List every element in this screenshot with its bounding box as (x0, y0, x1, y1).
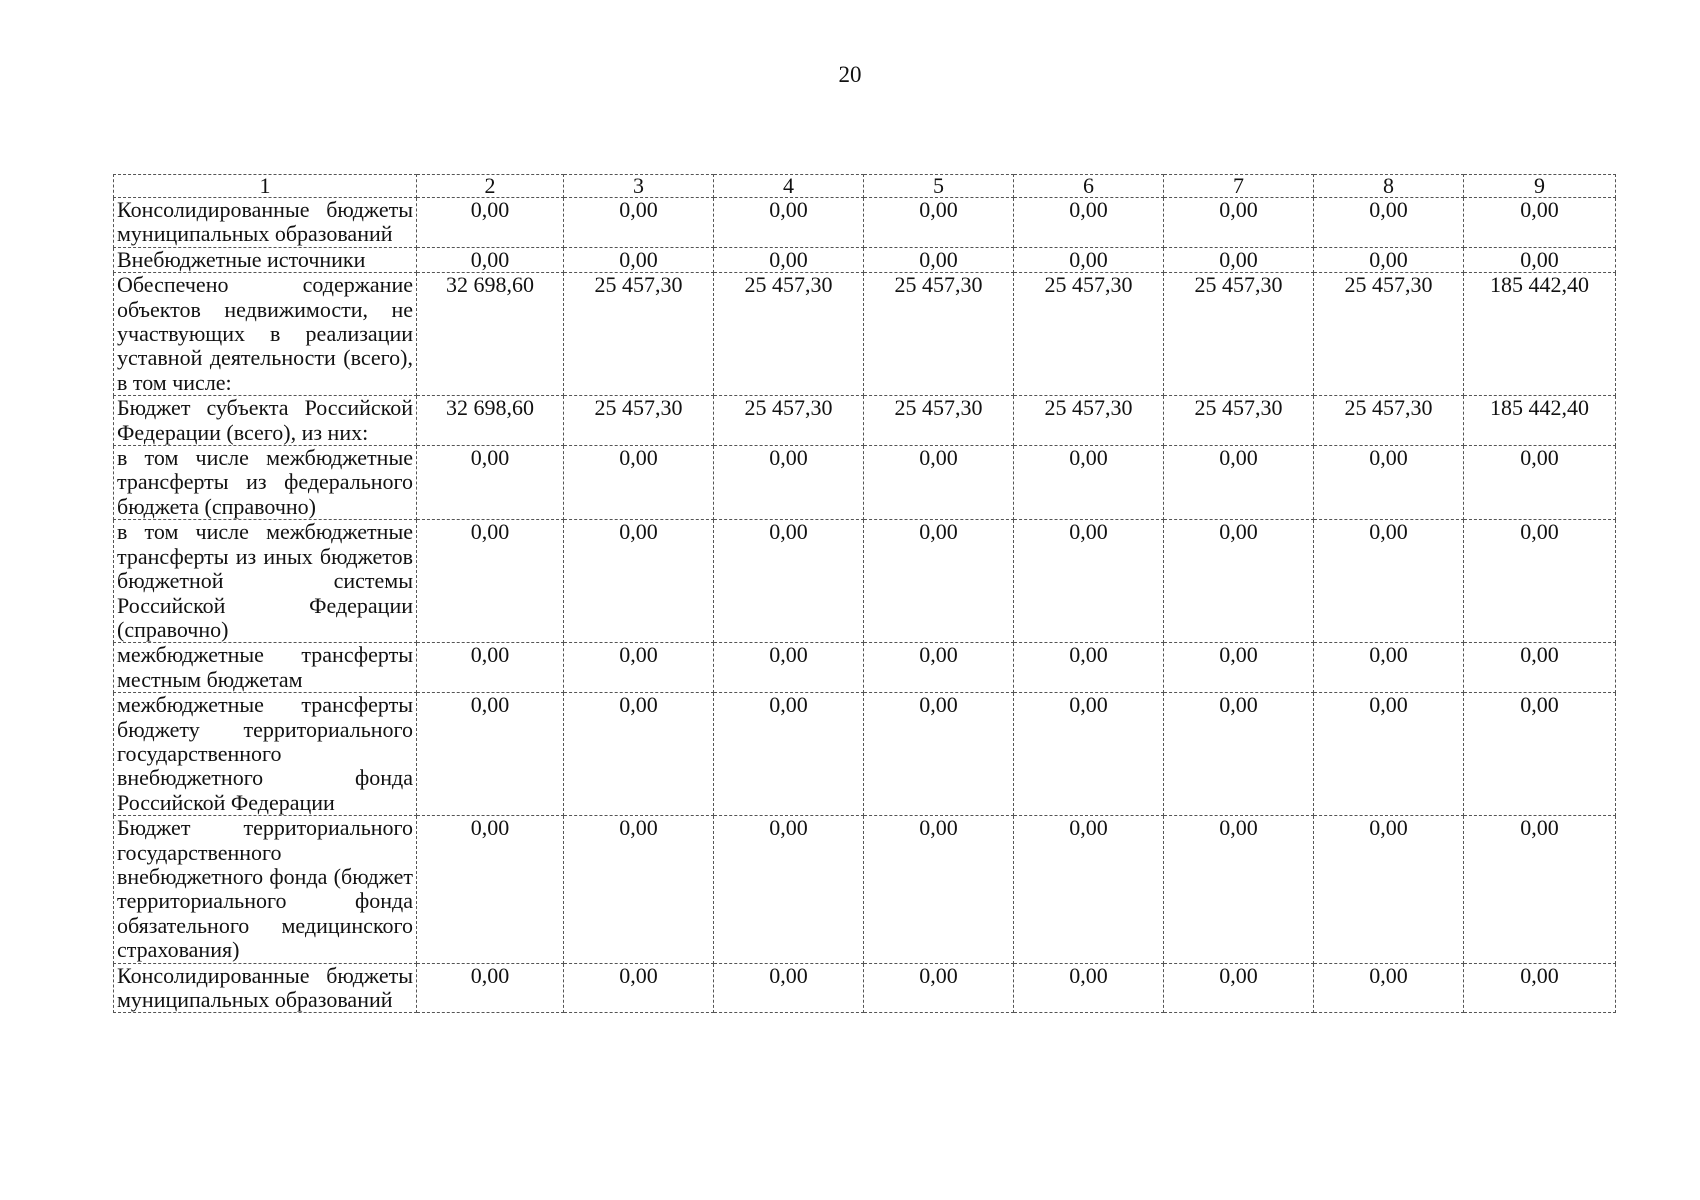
value-cell: 0,00 (564, 520, 714, 643)
value-cell: 0,00 (417, 247, 564, 272)
value-cell: 32 698,60 (417, 273, 564, 396)
value-cell: 25 457,30 (1164, 396, 1314, 446)
value-cell: 0,00 (1464, 198, 1616, 248)
budget-table (113, 174, 1616, 1013)
value-cell: 0,00 (864, 816, 1014, 963)
value-cell: 25 457,30 (1014, 273, 1164, 396)
value-cell: 0,00 (564, 816, 714, 963)
value-cell: 0,00 (1164, 963, 1314, 1013)
column-header: 1 (114, 175, 417, 198)
value-cell: 0,00 (1314, 816, 1464, 963)
value-cell: 0,00 (1164, 643, 1314, 693)
value-cell: 0,00 (1014, 963, 1164, 1013)
value-cell: 0,00 (1314, 198, 1464, 248)
value-cell: 0,00 (1464, 446, 1616, 520)
value-cell: 0,00 (1464, 693, 1616, 816)
value-cell: 0,00 (864, 693, 1014, 816)
value-cell: 0,00 (714, 446, 864, 520)
column-header: 9 (1464, 175, 1616, 198)
value-cell: 0,00 (714, 693, 864, 816)
value-cell: 185 442,40 (1464, 273, 1616, 396)
row-label: Внебюджетные источники (114, 247, 417, 272)
value-cell: 0,00 (417, 446, 564, 520)
value-cell: 0,00 (714, 816, 864, 963)
value-cell: 0,00 (417, 963, 564, 1013)
value-cell: 185 442,40 (1464, 396, 1616, 446)
column-header: 7 (1164, 175, 1314, 198)
value-cell: 0,00 (1014, 693, 1164, 816)
table-row (114, 693, 1616, 816)
value-cell: 0,00 (1014, 247, 1164, 272)
value-cell: 0,00 (714, 520, 864, 643)
value-cell: 0,00 (1164, 247, 1314, 272)
row-label: Бюджет территориального государственного внебюджетного фонда (бюджет территориального фонда обязательного медицинского страхования) (114, 816, 417, 963)
value-cell: 0,00 (1314, 446, 1464, 520)
value-cell: 25 457,30 (864, 273, 1014, 396)
value-cell: 25 457,30 (1314, 273, 1464, 396)
value-cell: 0,00 (1164, 198, 1314, 248)
value-cell: 0,00 (864, 247, 1014, 272)
value-cell: 0,00 (1014, 198, 1164, 248)
value-cell: 32 698,60 (417, 396, 564, 446)
value-cell: 25 457,30 (864, 396, 1014, 446)
table-row (114, 816, 1616, 963)
value-cell: 0,00 (714, 963, 864, 1013)
value-cell: 0,00 (1464, 963, 1616, 1013)
value-cell: 0,00 (1014, 446, 1164, 520)
value-cell: 0,00 (1164, 693, 1314, 816)
value-cell: 0,00 (864, 198, 1014, 248)
value-cell: 0,00 (1464, 520, 1616, 643)
value-cell: 0,00 (714, 643, 864, 693)
value-cell: 25 457,30 (714, 396, 864, 446)
value-cell: 0,00 (417, 198, 564, 248)
table-row (114, 273, 1616, 396)
column-header: 8 (1314, 175, 1464, 198)
row-label: Консолидированные бюджеты муниципальных образований (114, 963, 417, 1013)
value-cell: 25 457,30 (564, 396, 714, 446)
value-cell: 0,00 (564, 247, 714, 272)
value-cell: 0,00 (1314, 643, 1464, 693)
value-cell: 0,00 (417, 816, 564, 963)
value-cell: 0,00 (714, 247, 864, 272)
table-row (114, 247, 1616, 272)
value-cell: 25 457,30 (1314, 396, 1464, 446)
column-header: 2 (417, 175, 564, 198)
value-cell: 0,00 (417, 643, 564, 693)
table-row (114, 963, 1616, 1013)
table-body (114, 175, 1616, 1013)
value-cell: 25 457,30 (1164, 273, 1314, 396)
table-row (114, 396, 1616, 446)
value-cell: 0,00 (864, 446, 1014, 520)
value-cell: 0,00 (564, 446, 714, 520)
value-cell: 0,00 (564, 198, 714, 248)
column-header: 5 (864, 175, 1014, 198)
value-cell: 0,00 (1164, 816, 1314, 963)
table-row (114, 643, 1616, 693)
table-row (114, 520, 1616, 643)
value-cell: 0,00 (417, 520, 564, 643)
value-cell: 0,00 (1314, 247, 1464, 272)
value-cell: 0,00 (1014, 643, 1164, 693)
value-cell: 0,00 (564, 693, 714, 816)
value-cell: 0,00 (1314, 693, 1464, 816)
value-cell: 0,00 (417, 693, 564, 816)
row-label: межбюджетные трансферты местным бюджетам (114, 643, 417, 693)
value-cell: 25 457,30 (564, 273, 714, 396)
table-row (114, 198, 1616, 248)
row-label: в том числе межбюджетные трансферты из иных бюджетов бюджетной системы Российской Федерации (справочно) (114, 520, 417, 643)
value-cell: 25 457,30 (714, 273, 864, 396)
value-cell: 0,00 (1164, 520, 1314, 643)
column-header: 6 (1014, 175, 1164, 198)
value-cell: 0,00 (1464, 816, 1616, 963)
row-label: в том числе межбюджетные трансферты из федерального бюджета (справочно) (114, 446, 417, 520)
row-label: Бюджет субъекта Российской Федерации (всего), из них: (114, 396, 417, 446)
row-label: межбюджетные трансферты бюджету территориального государственного внебюджетного фонда Российской Федерации (114, 693, 417, 816)
table-row (114, 446, 1616, 520)
value-cell: 0,00 (1314, 963, 1464, 1013)
value-cell: 0,00 (1314, 520, 1464, 643)
value-cell: 0,00 (1014, 816, 1164, 963)
value-cell: 0,00 (564, 963, 714, 1013)
row-label: Обеспечено содержание объектов недвижимости, не участвующих в реализации уставной деятельности (всего), в том числе: (114, 273, 417, 396)
value-cell: 0,00 (864, 643, 1014, 693)
value-cell: 0,00 (1464, 247, 1616, 272)
row-label: Консолидированные бюджеты муниципальных образований (114, 198, 417, 248)
page-number: 20 (838, 62, 862, 87)
value-cell: 0,00 (1164, 446, 1314, 520)
value-cell: 25 457,30 (1014, 396, 1164, 446)
value-cell: 0,00 (564, 643, 714, 693)
header-row (114, 175, 1616, 198)
value-cell: 0,00 (1014, 520, 1164, 643)
value-cell: 0,00 (864, 963, 1014, 1013)
budget-table-container (113, 174, 1615, 1013)
column-header: 3 (564, 175, 714, 198)
value-cell: 0,00 (1464, 643, 1616, 693)
column-header: 4 (714, 175, 864, 198)
value-cell: 0,00 (714, 198, 864, 248)
value-cell: 0,00 (864, 520, 1014, 643)
